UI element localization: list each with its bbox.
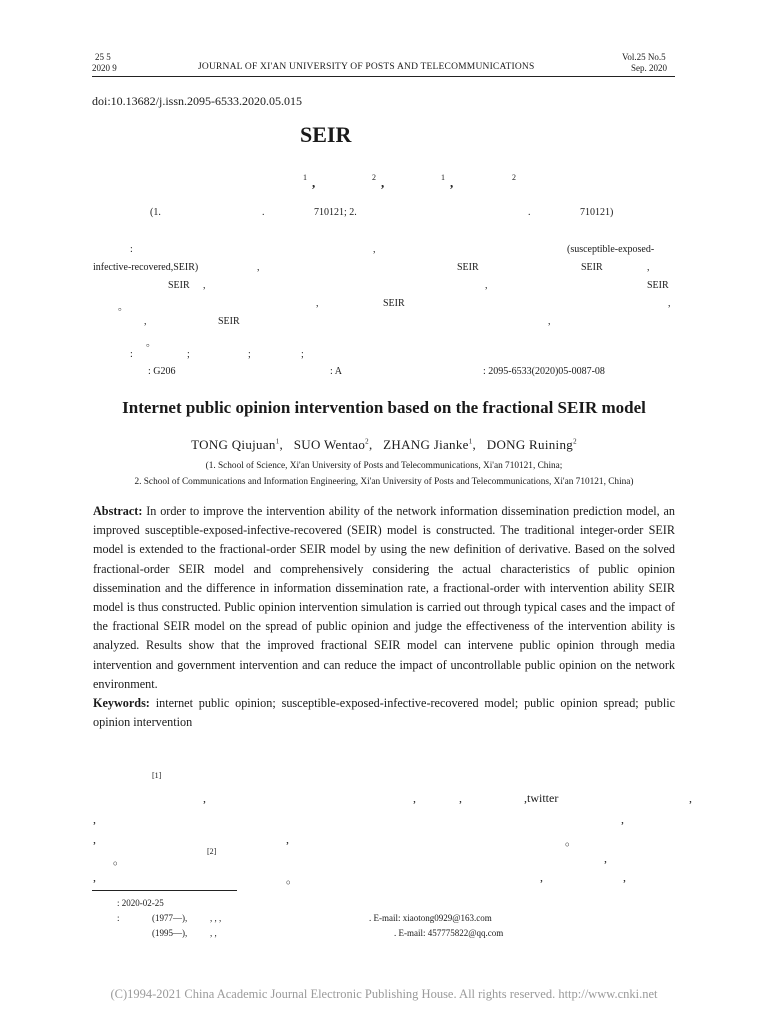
intro-comma-10: , (93, 870, 96, 884)
en-author-1: TONG Qiujuan (191, 437, 276, 452)
author1-years: (1977—), (152, 913, 188, 923)
doi: doi:10.13682/j.issn.2095-6533.2020.05.015 (92, 94, 303, 108)
cn-abs-comma-5: , (485, 280, 488, 291)
cn-author-sup-1: 1 (303, 173, 307, 182)
cn-abs-comma-1: , (373, 244, 376, 255)
keywords-text: internet public opinion; susceptible-exposed-infective-recovered model; public opinion spread; public opinion intervention (93, 696, 675, 730)
intro-dot-2: 。 (113, 853, 126, 867)
cn-abs-comma-8: , (144, 316, 147, 327)
cn-kw-sep-3: ; (301, 349, 304, 360)
cn-abs-comma-3: , (647, 262, 650, 273)
intro-comma-3: , (459, 791, 462, 805)
intro-dot-1: 。 (565, 834, 578, 848)
intro-comma-12: , (623, 870, 626, 884)
header-journal-name: JOURNAL OF XI'AN UNIVERSITY OF POSTS AND TELECOMMUNICATIONS (198, 62, 535, 72)
keywords-label: Keywords: (93, 696, 150, 711)
author2-years: (1995—), (152, 928, 188, 938)
intro-comma-8: , (286, 832, 289, 846)
intro-comma-9: , (604, 851, 607, 865)
cn-author-sup-4: 2 (512, 173, 516, 182)
abstract-text: In order to improve the intervention ability of the network information dissemination prediction model, an improved susceptible-exposed-infective-recovered (SEIR) model is constructed. The traditional integer-order SEIR model is extended to the fractional-order SEIR model by using the new definition of derivative. Based on the solved fractional-order SEIR model and comprehensively considering the actual characteristics of public opinion dissemination and the difference in information dissemination rate, a fractional-order with intervention ability SEIR model is thus constructed. Public opinion intervention simulation is carried out through typical cases and the impact of the fractional SEIR model on the spread of public opinion and judge the effectiveness of the intervention ability is analyzed. Results show that the improved fractional SEIR model can intervene public opinion through media intervention and government intervention and can reduce the impact of uncontrollable public opinion on the network environment. (93, 504, 676, 691)
cn-aff-zip1: 710121; 2. (314, 207, 357, 218)
intro-dot-3: 。 (286, 872, 299, 886)
keywords-paragraph (93, 694, 675, 732)
en-affiliation-2: 2. School of Communications and Information Engineering, Xi'an University of Posts and Telecommunications, Xi'an 710121, China) (134, 477, 634, 487)
en-author-3: ZHANG Jianke (383, 437, 469, 452)
cn-kw-colon: : (130, 349, 133, 360)
cn-abs-seir-1: SEIR (457, 262, 479, 273)
abstract-label: Abstract: (93, 504, 143, 518)
cn-abs-seir-4: SEIR (647, 280, 669, 291)
intro-comma-4: , (689, 791, 692, 805)
cn-aff-dot2: . (528, 207, 531, 218)
header-rule (92, 76, 675, 77)
cn-abs-seir-paren: (susceptible-exposed- (567, 244, 655, 255)
document-code: : A (330, 366, 342, 377)
en-author-3-sup: 1 (468, 437, 473, 446)
author1-commas: , , , (210, 913, 222, 923)
cn-abs-seir-5: SEIR (383, 298, 405, 309)
en-author-4: DONG Ruining (486, 437, 574, 452)
clc-number: : G206 (148, 366, 176, 377)
cn-aff-dot1: . (262, 207, 265, 218)
intro-ref-2: [2] (207, 847, 217, 856)
cn-author-comma-1: , (312, 175, 316, 190)
intro-comma-11: , (540, 870, 543, 884)
cn-abs-seir-3: SEIR (168, 280, 190, 291)
article-number: : 2095-6533(2020)05-0087-08 (483, 366, 605, 377)
cn-abs-comma-6: , (316, 298, 319, 309)
header-volume: Vol.25 No.5 (622, 52, 666, 62)
author1-email: . E-mail: xiaotong0929@163.com (369, 913, 492, 923)
received-date: : 2020-02-25 (117, 898, 164, 908)
intro-comma-1: , (203, 791, 206, 805)
cn-author-comma-2: , (381, 175, 385, 190)
cn-author-comma-3: , (450, 175, 454, 190)
en-affiliation-1: (1. School of Science, Xi'an University of Posts and Telecommunications, Xi'an 710121, China; (205, 461, 563, 471)
cn-abs-comma-7: , (668, 298, 671, 309)
header-date: Sep. 2020 (631, 63, 667, 73)
cn-abs-comma-4: , (203, 280, 206, 291)
author2-commas: , , (210, 928, 217, 938)
cn-kw-sep-1: ; (187, 349, 190, 360)
copyright-notice: (C)1994-2021 China Academic Journal Electronic Publishing House. All rights reserved. http://www.cnki.net (110, 987, 658, 1001)
intro-twitter: ,twitter (524, 791, 559, 805)
cn-author-sup-3: 1 (441, 173, 445, 182)
en-author-4-sup: 2 (573, 437, 577, 446)
en-author-2: SUO Wentao (293, 437, 366, 452)
intro-ref-1: [1] (152, 771, 162, 780)
abstract-paragraph (93, 502, 675, 694)
header-volume-cn: 25 5 (95, 52, 111, 62)
cn-kw-sep-2: ; (248, 349, 251, 360)
cn-author-sup-2: 2 (372, 173, 376, 182)
cn-abs-comma-2: , (257, 262, 260, 273)
cn-abs-line2: infective-recovered,SEIR) (93, 262, 199, 273)
en-author-1-sup: 1 (275, 437, 280, 446)
author1-colon: : (117, 913, 120, 923)
cn-aff-part1: (1. (150, 207, 161, 218)
cn-abs-comma-9: , (548, 316, 551, 327)
cn-abs-seir-6: SEIR (218, 316, 240, 327)
cn-abs-dot-2: 。 (146, 338, 156, 349)
footnote-rule (92, 890, 237, 891)
abstract-block (93, 502, 675, 732)
header-date-cn: 2020 9 (92, 63, 117, 73)
cn-title: SEIR (300, 122, 352, 147)
intro-comma-2: , (413, 791, 416, 805)
cn-abs-dot-1: 。 (118, 302, 128, 313)
intro-comma-5: , (93, 812, 96, 826)
en-title: Internet public opinion intervention based on the fractional SEIR model (122, 398, 646, 417)
cn-abs-colon: : (130, 244, 133, 255)
cn-aff-zip2: 710121) (580, 207, 614, 218)
en-author-2-sup: 2 (365, 437, 369, 446)
intro-comma-7: , (93, 832, 96, 846)
intro-comma-6: , (621, 812, 624, 826)
en-authors: TONG Qiujuan$^1$, SUO Wentao$^2$, ZHANG Jianke$^1$, DONG Ruining$^2$ (191, 437, 577, 452)
cn-abs-seir-2: SEIR (581, 262, 603, 273)
author2-email: . E-mail: 457775822@qq.com (394, 928, 504, 938)
